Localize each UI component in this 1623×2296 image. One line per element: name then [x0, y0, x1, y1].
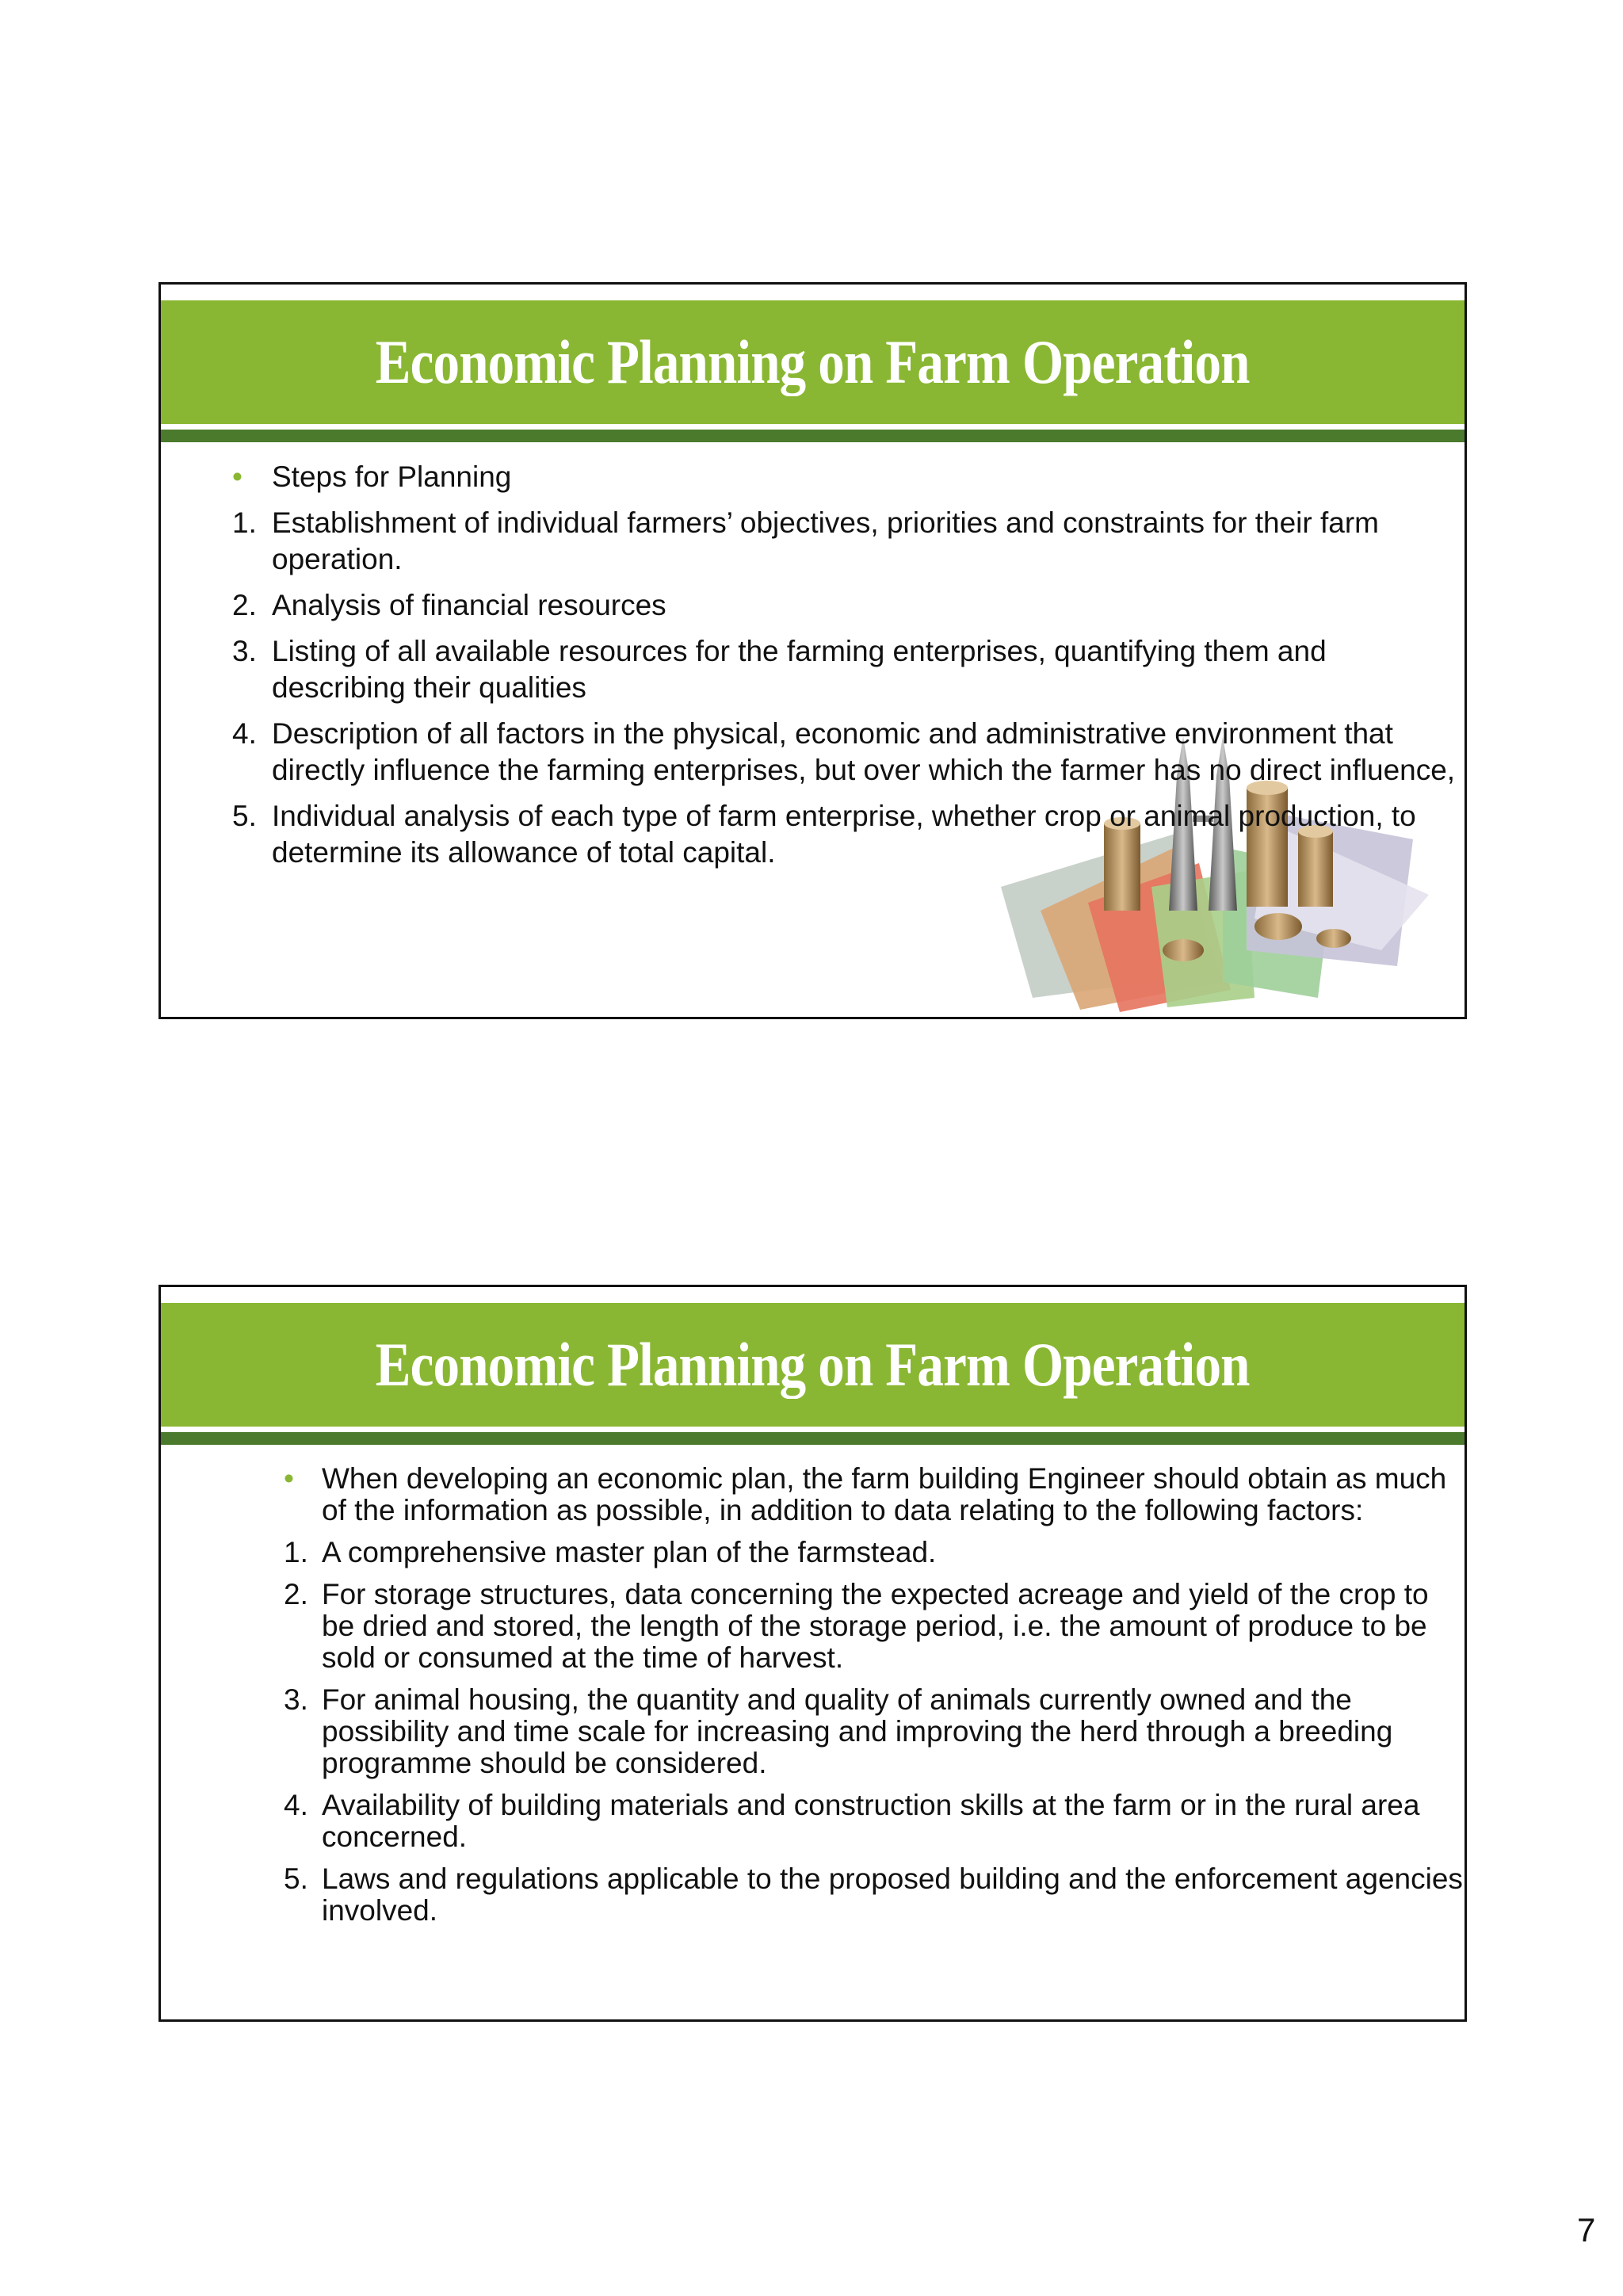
list-number: 4.	[232, 717, 257, 750]
list-text: A comprehensive master plan of the farmstead.	[322, 1536, 937, 1568]
bullet-text: When developing an economic plan, the farm building Engineer should obtain as much of the information as possible, in addition to data relating to the following factors:	[322, 1462, 1447, 1526]
bullet-dot-icon: •	[232, 460, 242, 493]
bullet-item	[161, 459, 1465, 495]
list-text: Analysis of financial resources	[272, 589, 666, 621]
list-item	[161, 587, 1465, 624]
title-divider-dark	[161, 1432, 1465, 1445]
list-item	[161, 1863, 1465, 1927]
list-item	[161, 1579, 1465, 1674]
title-divider-dark	[161, 430, 1465, 442]
list-text: Individual analysis of each type of farm enterprise, whether crop or animal production, to determine its allowance of total capital.	[272, 800, 1416, 869]
list-text: Laws and regulations applicable to the proposed building and the enforcement agencies involved.	[322, 1862, 1463, 1927]
list-item	[161, 1684, 1465, 1779]
list-number: 3.	[284, 1683, 308, 1716]
list-item	[161, 1537, 1465, 1568]
list-item	[161, 798, 1465, 871]
list-number: 4.	[284, 1789, 308, 1821]
list-item	[161, 1790, 1465, 1853]
list-item	[161, 505, 1465, 578]
list-number: 1.	[232, 506, 257, 539]
bullet-dot-icon: •	[284, 1462, 294, 1495]
list-number: 2.	[284, 1578, 308, 1610]
slide-title-band	[161, 300, 1465, 424]
list-number: 5.	[284, 1862, 308, 1895]
list-item	[161, 633, 1465, 706]
list-text: Establishment of individual farmers’ objectives, priorities and constraints for their farm operation.	[272, 506, 1379, 575]
list-number: 1.	[284, 1536, 308, 1568]
list-number: 3.	[232, 635, 257, 667]
list-number: 2.	[232, 589, 257, 621]
list-text: Availability of building materials and construction skills at the farm or in the rural area concerned.	[322, 1789, 1420, 1853]
slide-2	[158, 1285, 1467, 2022]
list-number: 5.	[232, 800, 257, 832]
list-item	[161, 716, 1465, 789]
title-divider-light	[161, 424, 1465, 430]
bullet-item	[161, 1463, 1465, 1526]
slide-title: Economic Planning on Farm Operation	[376, 1330, 1250, 1399]
title-divider-light	[161, 1427, 1465, 1432]
list-text: For storage structures, data concerning the expected acreage and yield of the crop to be dried and stored, the length of the storage period, i.e. the amount of produce to be sold or consumed at the time of harvest.	[322, 1578, 1429, 1674]
list-text: Description of all factors in the physical, economic and administrative environment that directly influence the farming enterprises, but over which the farmer has no direct influence,	[272, 717, 1456, 786]
bullet-text: Steps for Planning	[272, 460, 512, 493]
page-number: 7	[1577, 2211, 1596, 2248]
list-text: For animal housing, the quantity and quality of animals currently owned and the possibility and time scale for increasing and improving the herd through a breeding programme should be considered.	[322, 1683, 1393, 1779]
slide-body	[161, 459, 1465, 871]
slide-title-band	[161, 1303, 1465, 1427]
slide-1	[158, 282, 1467, 1019]
slide-body	[161, 1463, 1465, 1937]
list-text: Listing of all available resources for the farming enterprises, quantifying them and describing their qualities	[272, 635, 1327, 704]
slide-title: Economic Planning on Farm Operation	[376, 327, 1250, 396]
